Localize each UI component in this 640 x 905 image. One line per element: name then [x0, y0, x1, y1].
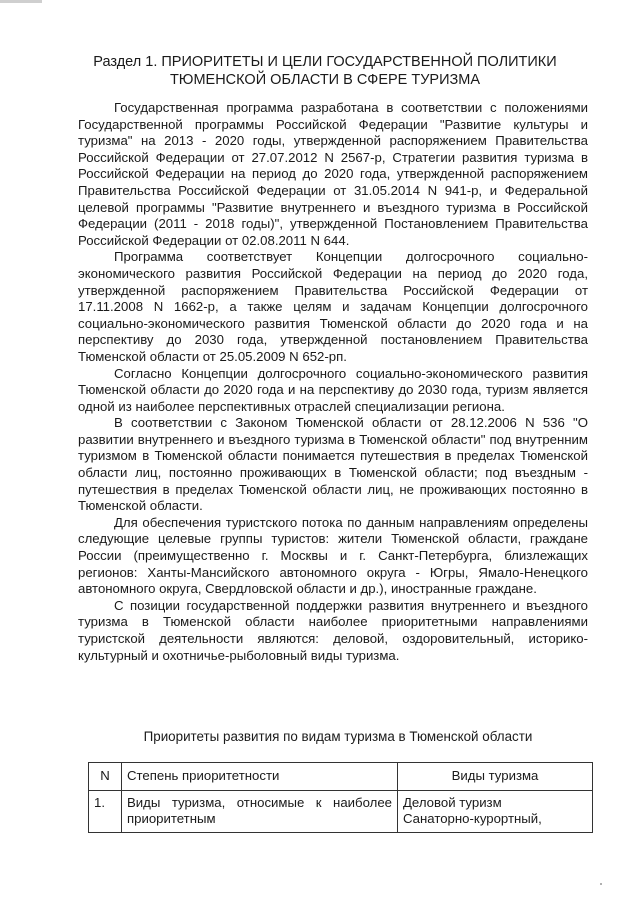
row-num: 1.: [89, 790, 122, 832]
table-header-row: [89, 763, 593, 791]
tourism-type: Санаторно-курортный,: [403, 811, 542, 826]
table-title: Приоритеты развития по видам туризма в Тюменской области: [143, 729, 533, 744]
row-degree: Виды туризма, относимые к наиболее приоритетным: [122, 790, 398, 832]
section-title: Раздел 1. ПРИОРИТЕТЫ И ЦЕЛИ ГОСУДАРСТВЕННОЙ ПОЛИТИКИ ТЮМЕНСКОЙ ОБЛАСТИ В СФЕРЕ ТУРИЗМА: [93, 54, 557, 88]
tourism-type: Деловой туризм: [403, 794, 502, 810]
scan-speck: [600, 883, 602, 885]
paragraph-5: Для обеспечения туристского потока по данным направлениям определены следующие целевые группы туристов: жители Тюменской области, граждане России (преимущественно г. Москвы и г. Санкт-Петербурга, близлежащих регионов: Ханты-Мансийского автономного округа - Югры, Ямало-Ненецкого автономного округа, Свердловской области и др.), иностранные граждане.: [78, 514, 588, 597]
body-text: [78, 100, 588, 664]
paragraph-4: В соответствии с Законом Тюменской области от 28.12.2006 N 536 "О развитии внутреннего и въездного туризма в Тюменской области" под внутренним туризмом в Тюменской области понимается путешествия в пределах Тюменской области лиц, постоянно проживающих в Тюменской области; под въездным - путешествия в пределах Тюменской области лиц, не проживающих постоянно в Тюменской области.: [78, 415, 588, 514]
header-degree: Степень приоритетности: [122, 763, 398, 791]
paragraph-6: С позиции государственной поддержки развития внутреннего и въездного туризма в Тюменской области наиболее приоритетными направлениями туристской деятельности являются: деловой, оздоровительный, историко-культурный и охотничье-рыболовный виды туризма.: [78, 597, 588, 663]
paragraph-3: Согласно Концепции долгосрочного социально-экономического развития Тюменской области до 2020 года и на перспективу до 2030 года, туризм является одной из наиболее перспективных отраслей специализации региона.: [78, 365, 588, 414]
paragraph-1: Государственная программа разработана в соответствии с положениями Государственной программы Российской Федерации "Развитие культуры и туризма" на 2013 - 2020 годы, утвержденной распоряжением Правительства Российской Федерации от 27.07.2012 N 2567-р, Стратегии развития туризма в Российской Федерации на период до 2020 года, утвержденной распоряжением Правительства Российской Федерации от 31.05.2014 N 941-р, и Федеральной целевой программы "Развитие внутреннего и въездного туризма в Российской Федерации (2011 - 2018 годы)", утвержденной Постановлением Правительства Российской Федерации от 02.08.2011 N 644.: [78, 100, 588, 248]
row-types: [398, 790, 593, 832]
paragraph-2: Программа соответствует Концепции долгосрочного социально-экономического развития Российской Федерации на период до 2020 года, утвержденной распоряжением Правительства Российской Федерации от 17.11.2008 N 1662-р, а также целям и задачам Концепции долгосрочного социально-экономического развития Тюменской области до 2020 года и на перспективу до 2030 года, утвержденной постановлением Правительства Тюменской области от 25.05.2009 N 652-рп.: [78, 249, 588, 364]
header-num: N: [89, 763, 122, 791]
header-types: Виды туризма: [398, 763, 593, 791]
scan-corner-mark: [0, 0, 42, 3]
table-row: [89, 790, 593, 832]
priority-table: [88, 762, 593, 833]
